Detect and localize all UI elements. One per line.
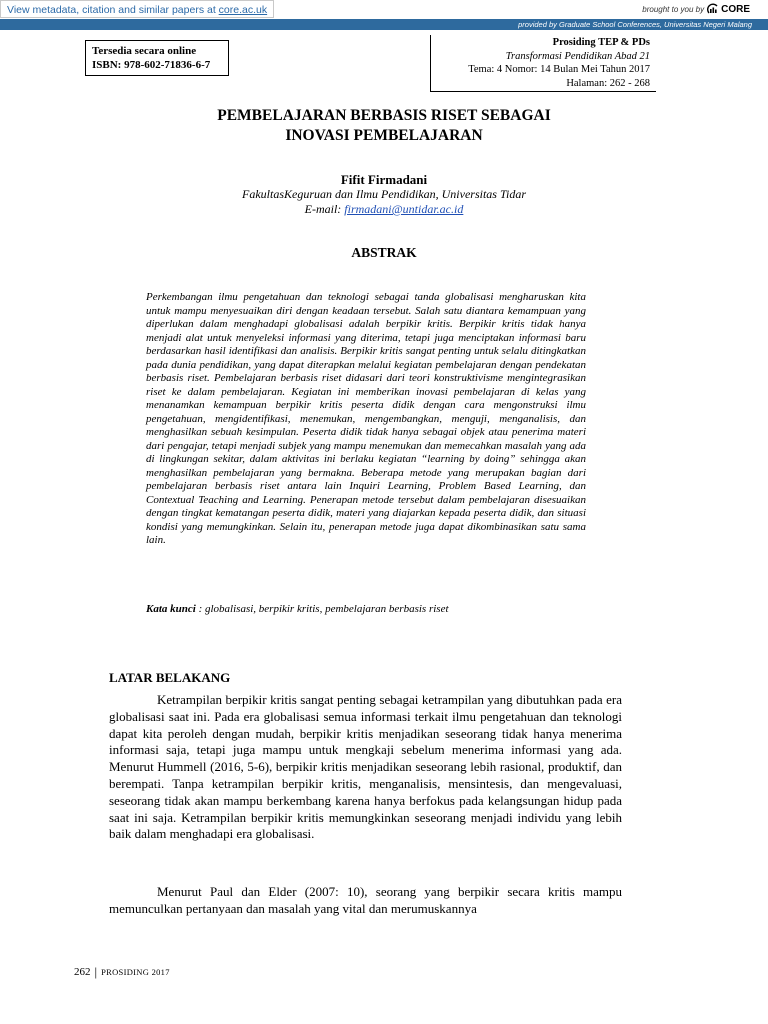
section-heading: LATAR BELAKANG bbox=[109, 670, 231, 685]
core-view-text: View metadata, citation and similar papers at bbox=[7, 4, 219, 16]
affiliation-block bbox=[0, 187, 768, 217]
isbn: ISBN: 978-602-71836-6-7 bbox=[92, 59, 211, 71]
core-logo[interactable] bbox=[707, 3, 750, 15]
isbn-box bbox=[85, 40, 229, 76]
keywords-label: Kata kunci bbox=[146, 603, 196, 615]
proceedings-title: Prosiding TEP & PDs bbox=[552, 37, 650, 48]
provided-by-bar bbox=[0, 19, 768, 30]
email-line bbox=[0, 202, 768, 217]
title-line-2: INOVASI PEMBELAJARAN bbox=[285, 127, 483, 144]
provided-by-text: provided by Graduate School Conferences, Universitas Negeri Malang bbox=[518, 20, 752, 29]
email-link[interactable]: firmadani@untidar.ac.id bbox=[344, 202, 464, 216]
paragraph-text: Menurut Paul dan Elder (2007: 10), seorang yang berpikir secara kritis mampu memunculkan pertanyaan dan masalah yang vital dan merumuskannya bbox=[109, 884, 622, 916]
page-number: 262 bbox=[74, 966, 91, 978]
footer-label: PROSIDING 2017 bbox=[101, 967, 170, 977]
core-banner bbox=[0, 0, 768, 18]
paragraph-text: Ketrampilan berpikir kritis sangat penting sebagai ketrampilan yang dibutuhkan pada era globalisasi saat ini. Pada era globalisasi semua informasi terkait ilmu pengetahuan dan teknologi dapat kita peroleh dengan mudah, berpikir kritis menjadikan seseorang tidak hanya menerima informasi saja, tetapi juga mampu untuk mengkaji sebelum menerima informasi yang ada. Menurut Hummell (2016, 5-6), berpikir kritis menjadikan seseorang lebih rasional, produktif, dan berempati. Tanpa ketrampilan berpikir kritis, menganalisis, mensintesis, dan mengevaluasi, seseorang tidak akan mampu berkembang karena hanya berfokus pada kelangsungan hidup pada saat ini saja. Ketrampilan berpikir kritis memungkinkan seseorang menjadi individu yang lebih baik dalam menghadapi era globalisasi. bbox=[109, 692, 622, 842]
brought-by-text: brought to you by bbox=[642, 4, 705, 14]
body-paragraph-1 bbox=[109, 692, 622, 843]
body-paragraph-2 bbox=[109, 884, 622, 918]
title-line-1: PEMBELAJARAN BERBASIS RISET SEBAGAI bbox=[217, 107, 551, 124]
online-availability: Tersedia secara online bbox=[92, 45, 197, 57]
core-url[interactable]: core.ac.uk bbox=[218, 4, 268, 16]
abstract-text: Perkembangan ilmu pengetahuan dan teknologi sebagai tanda globalisasi mengharuskan kita untuk mampu menyesuaikan diri dengan keadaan tersebut. Salah satu diantara kemampuan yang diperlukan dalam menghadapi globalisasi adalah berpikir kritis. Berpikir kritis tidak hanya menjadi alat untuk menyeleksi informasi yang diterima, tetapi juga menciptakan informasi baru berdasarkan hasil identifikasi dan analisis. Berpikir kritis sangat penting untuk selalu ditingkatkan pada dunia pendidikan, yang dapat diterapkan melalui kegiatan pembelajaran dengan pendekatan berbasis riset. Pembelajaran berbasis riset didasari dari teori konstruktivisme mengintegrasikan riset ke dalam pembelajaran. Kegiatan ini memberikan inovasi pembelajaran di kelas yang menanamkan kemampuan berpikir kritis peserta didik dengan cara mengonstruksi ilmu pengetahuan, mengidentifikasi, menemukan, mengembangkan, menguji, menganalisis, dan menghasilkan sebuah kesimpulan. Peserta didik tidak hanya sebagai objek atau penerima materi dari pengajar, tetapi menjadi subjek yang mampu menemukan dan memecahkan masalah yang ada di lingkungan sekitar, dalam aktivitas ini berlaku kegiatan “learning by doing” sehingga akan menghasilkan pembelajaran yang bermakna. Beberapa metode yang merupakan bagian dari pembelajaran berbasis riset antara lain Inquiri Learning, Problem Based Learning, dan Contextual Teaching and Learning. Penerapan metode tersebut dalam pembelajaran disesuaikan dengan tingkat kematangan peserta didik, materi yang diajarkan kepada peserta didik, dan situasi kondisi yang memungkinkan. Selain itu, penerapan metode juga dapat dikombinasikan satu sama lain. bbox=[146, 291, 586, 546]
proceedings-pages: Halaman: 262 - 268 bbox=[566, 77, 650, 89]
affiliation: FakultasKeguruan dan Ilmu Pendidikan, Universitas Tidar bbox=[242, 187, 526, 201]
core-logo-icon bbox=[707, 3, 719, 15]
core-logo-text: CORE bbox=[721, 3, 750, 15]
keywords bbox=[146, 603, 586, 615]
proceedings-issue: Tema: 4 Nomor: 14 Bulan Mei Tahun 2017 bbox=[468, 64, 650, 75]
keywords-list: : globalisasi, berpikir kritis, pembelajaran berbasis riset bbox=[195, 603, 449, 615]
email-label: E-mail: bbox=[304, 202, 345, 216]
core-metadata-link[interactable] bbox=[0, 0, 274, 18]
abstract-heading: ABSTRAK bbox=[351, 245, 417, 260]
author-name: Fifit Firmadani bbox=[340, 172, 428, 187]
footer-separator: | bbox=[94, 964, 98, 979]
proceedings-subtitle: Transformasi Pendidikan Abad 21 bbox=[505, 50, 650, 62]
core-attribution bbox=[642, 3, 750, 15]
page-footer bbox=[74, 964, 170, 980]
paper-title bbox=[0, 106, 768, 146]
proceedings-box bbox=[430, 35, 656, 92]
